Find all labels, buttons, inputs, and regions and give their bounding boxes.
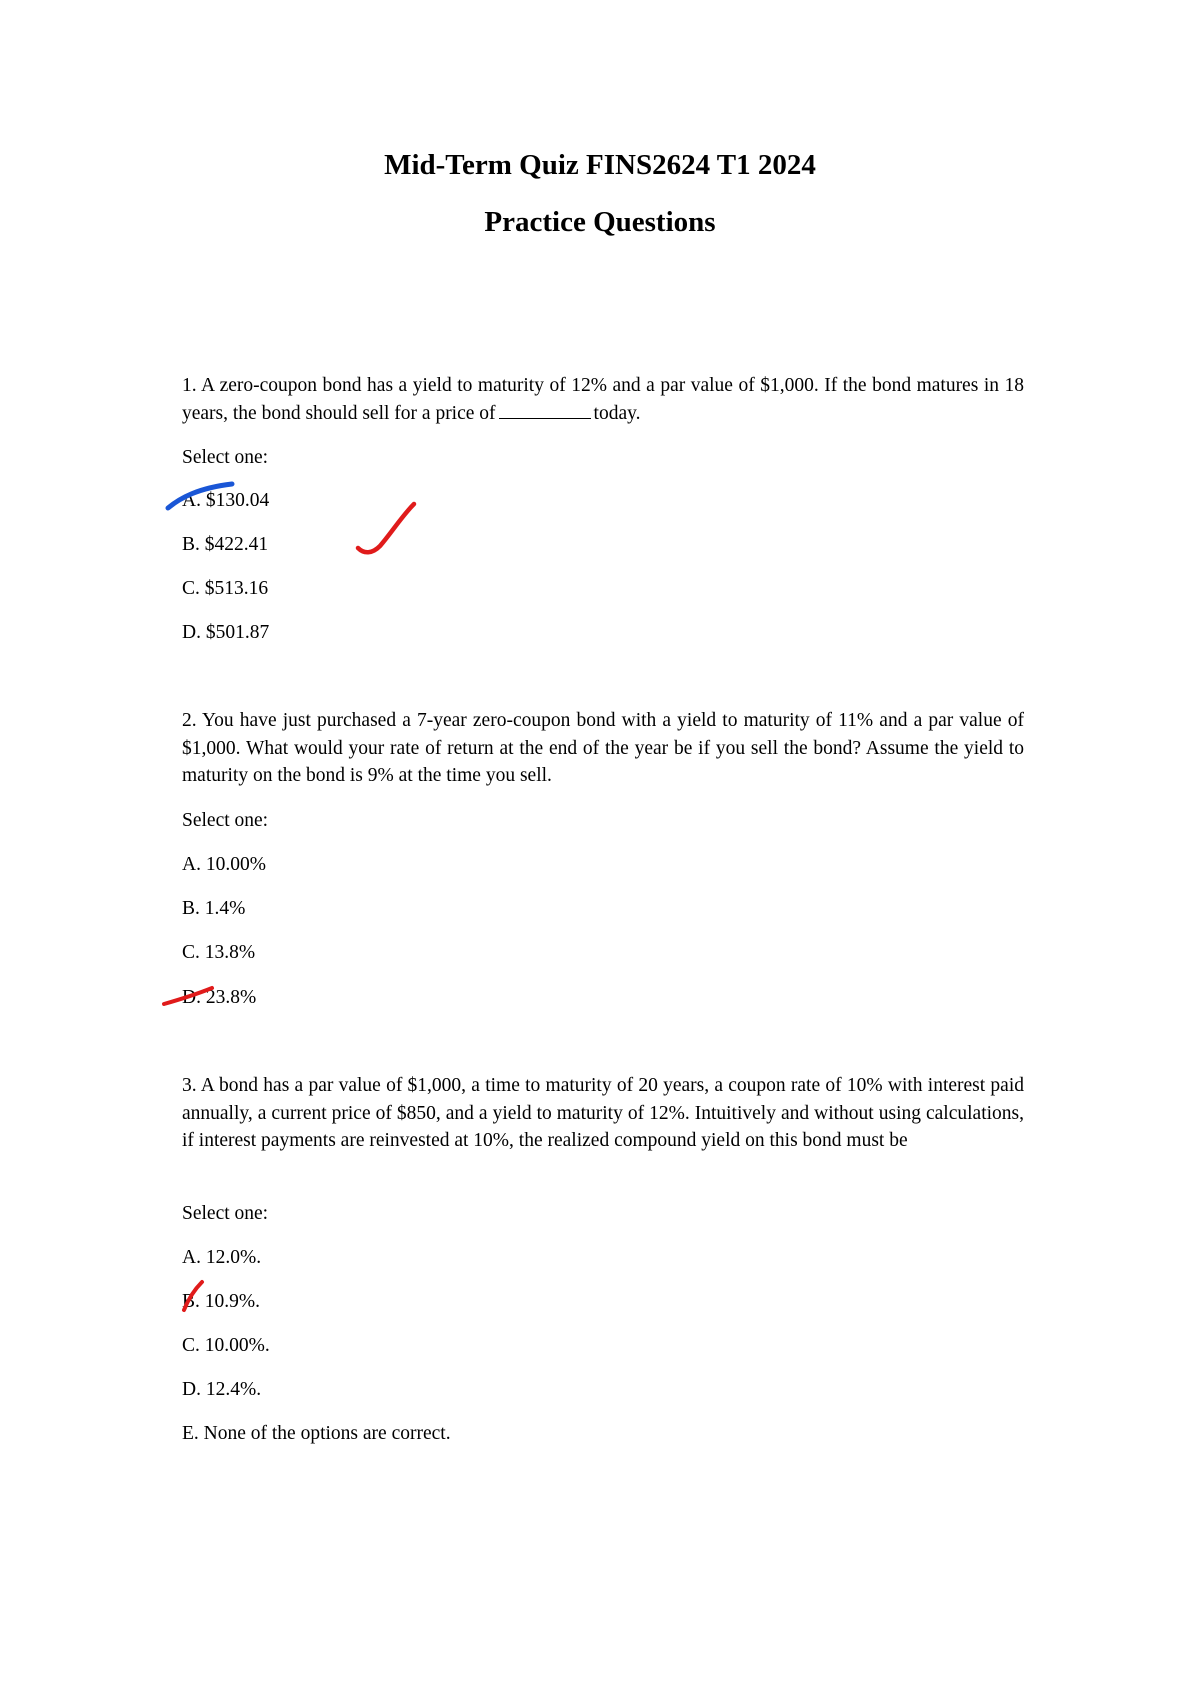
question-1-option-a: A. $130.04 [182, 490, 270, 511]
question-2-option-d: D. 23.8% [182, 987, 257, 1008]
question-2-option-c: C. 13.8% [182, 942, 256, 963]
question-2-option-a: A. 10.00% [182, 854, 266, 875]
page-subtitle: Practice Questions [484, 206, 716, 238]
question-1 [182, 372, 1024, 427]
page-title: Mid-Term Quiz FINS2624 T1 2024 [384, 149, 816, 181]
question-1-text: 1. A zero-coupon bond has a yield to maturity of 12% and a par value of $1,000. If the bond matures in 18 years, the bond should sell for a price of today. [182, 375, 1024, 424]
answer-blank [499, 400, 591, 419]
question-2-text: 2. You have just purchased a 7-year zero-coupon bond with a yield to maturity of 11% and a par value of $1,000. What would your rate of return at the end of the year be if you sell the bond? Assume the yield to maturity on the bond is 9% at the time you sell. [182, 710, 1024, 786]
question-3-option-b: B. 10.9%. [182, 1291, 260, 1312]
question-1-option-c: C. $513.16 [182, 578, 269, 599]
question-1-prompt: Select one: [182, 447, 269, 468]
question-2-prompt: Select one: [182, 810, 269, 831]
question-2 [182, 707, 1024, 790]
question-3-option-e: E. None of the options are correct. [182, 1423, 451, 1444]
question-2-option-b: B. 1.4% [182, 898, 246, 919]
question-3-text: 3. A bond has a par value of $1,000, a time to maturity of 20 years, a coupon rate of 10% with interest paid annually, a current price of $850, and a yield to maturity of 12%. Intuitively and without using calculations, if interest payments are reinvested at 10%, the realized compound yield on this bond must be [182, 1075, 1024, 1151]
question-3-prompt: Select one: [182, 1203, 269, 1224]
question-3-option-c: C. 10.00%. [182, 1335, 270, 1356]
question-1-option-d: D. $501.87 [182, 622, 270, 643]
question-1-option-b: B. $422.41 [182, 534, 269, 555]
question-3-option-d: D. 12.4%. [182, 1379, 262, 1400]
question-3-option-a: A. 12.0%. [182, 1247, 262, 1268]
question-3 [182, 1072, 1024, 1155]
